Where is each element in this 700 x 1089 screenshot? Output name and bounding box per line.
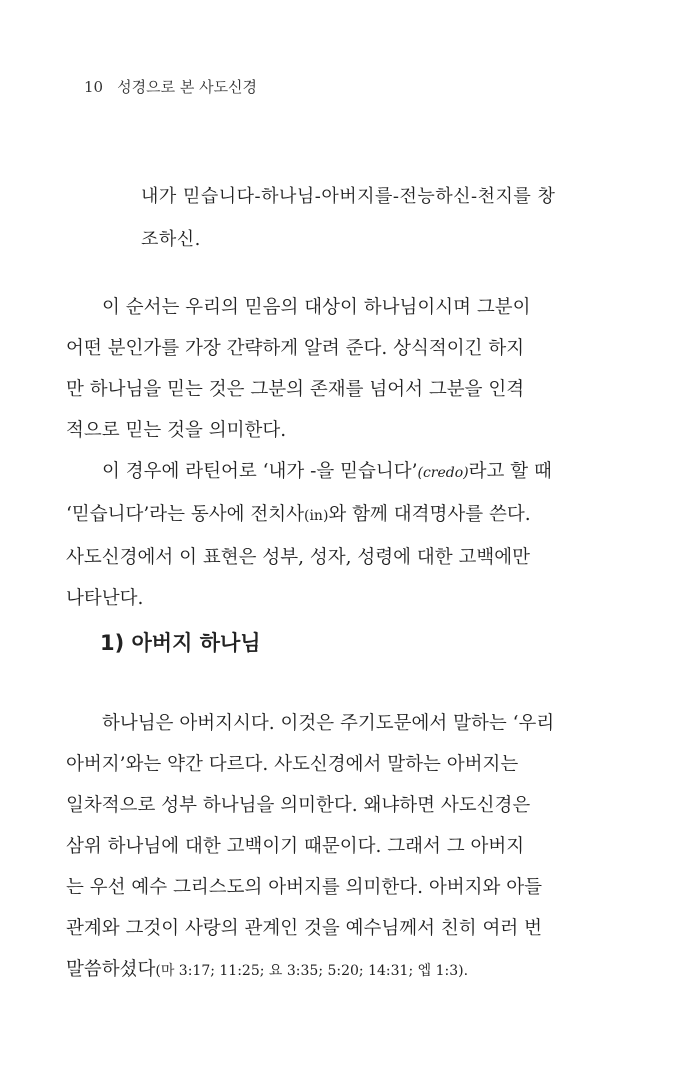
paragraph-1 xyxy=(66,287,574,451)
text-line: 삼위 하나님에 대한 고백이기 때문이다. 그래서 그 아버지 xyxy=(66,836,525,857)
section-heading: 1) 아버지 하나님 xyxy=(100,631,261,655)
text-fragment: ‘믿습니다’라는 동사에 전치사 xyxy=(66,504,304,525)
text-line: 일차적으로 성부 하나님을 의미한다. 왜냐하면 사도신경은 xyxy=(66,795,531,816)
text-line xyxy=(84,451,574,494)
body-text-1 xyxy=(66,287,574,619)
text-line: 어떤 분인가를 가장 간략하게 알려 준다. 상식적이긴 하지 xyxy=(66,338,525,359)
text-line: 이 순서는 우리의 믿음의 대상이 하나님이시며 그분이 xyxy=(102,297,531,318)
text-line: 사도신경에서 이 표현은 성부, 성자, 성령에 대한 고백에만 xyxy=(66,547,530,568)
page-number: 10 xyxy=(84,78,104,96)
scripture-references: (마 3:17; 11:25; 요 3:35; 5:20; 14:31; 엡 1:3). xyxy=(155,963,469,979)
text-fragment: 말씀하셨다 xyxy=(66,959,156,980)
quote-line: 내가 믿습니다-하나님-아버지를-전능하신-천지를 창 xyxy=(141,186,556,207)
text-line xyxy=(66,949,574,992)
text-line: 아버지’와는 약간 다르다. 사도신경에서 말하는 아버지는 xyxy=(66,754,519,775)
text-fragment: 와 함께 대격명사를 쓴다. xyxy=(328,504,531,525)
paragraph-2 xyxy=(66,451,574,619)
text-line: 적으로 믿는 것을 의미한다. xyxy=(66,420,287,441)
paragraph-3 xyxy=(66,703,574,992)
text-fragment: 라고 할 때 xyxy=(468,461,552,482)
quote-line: 조하신. xyxy=(141,229,201,250)
creed-order-quote xyxy=(141,175,571,261)
text-line: 관계와 그것이 사랑의 관계인 것을 예수님께서 친히 여러 번 xyxy=(66,918,542,939)
body-text-2 xyxy=(66,703,574,992)
text-line: 나타난다. xyxy=(66,588,144,609)
preposition-term: (in) xyxy=(303,508,329,524)
text-fragment: 이 경우에 라틴어로 ‘내가 -을 믿습니다’ xyxy=(102,461,418,482)
text-line xyxy=(66,494,574,537)
text-line: 는 우선 예수 그리스도의 아버지를 의미한다. 아버지와 아들 xyxy=(66,877,542,898)
text-line: 만 하나님을 믿는 것은 그분의 존재를 넘어서 그분을 인격 xyxy=(66,379,525,400)
text-line: 하나님은 아버지시다. 이것은 주기도문에서 말하는 ‘우리 xyxy=(102,713,555,734)
latin-term: (credo) xyxy=(417,465,469,481)
book-title: 성경으로 본 사도신경 xyxy=(117,78,258,96)
running-header xyxy=(84,76,257,97)
